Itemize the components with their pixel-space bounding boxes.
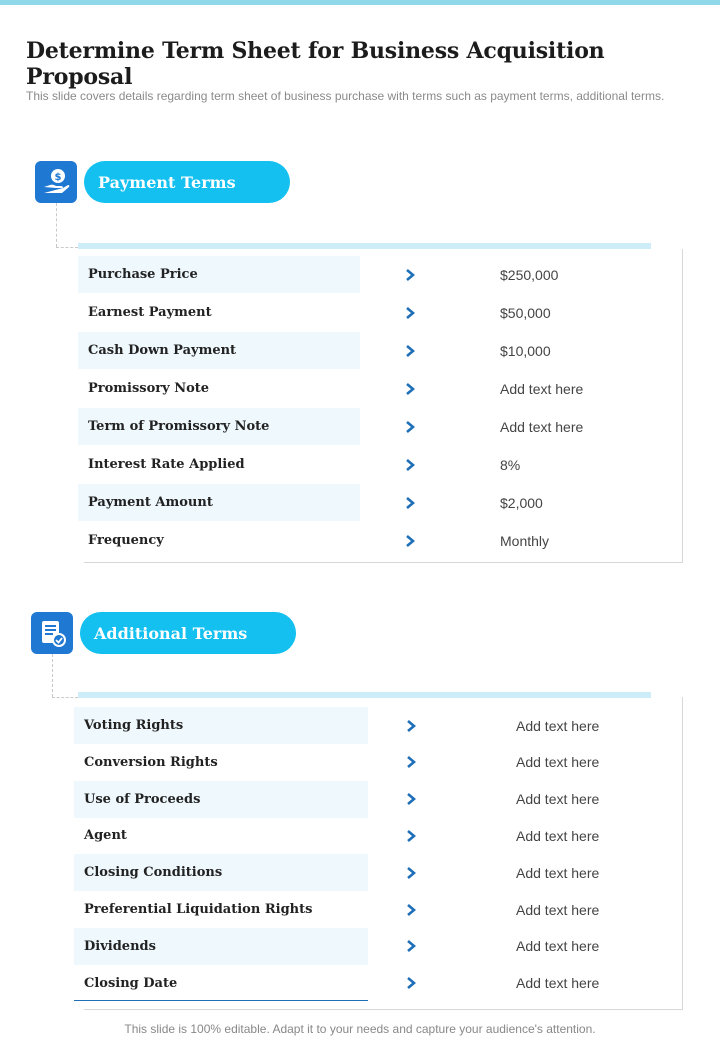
term-value: Monthly bbox=[500, 532, 550, 549]
table-row bbox=[74, 707, 682, 744]
table-row bbox=[78, 484, 682, 521]
term-label: Conversion Rights bbox=[84, 754, 218, 770]
table-row bbox=[78, 294, 682, 331]
term-value: Add text here bbox=[516, 901, 600, 918]
chevron-right-icon bbox=[404, 854, 418, 891]
table-row bbox=[78, 332, 682, 369]
table-row bbox=[74, 891, 682, 928]
table-row bbox=[78, 522, 682, 559]
additional-terms-heading: Additional Terms bbox=[80, 612, 296, 654]
table-row bbox=[74, 817, 682, 854]
chevron-right-icon bbox=[404, 928, 418, 965]
table-row bbox=[74, 928, 682, 965]
chevron-right-icon bbox=[404, 891, 418, 928]
panel-top-bar bbox=[78, 243, 651, 249]
footer-note: This slide is 100% editable. Adapt it to your needs and capture your audience's attention. bbox=[124, 1022, 596, 1036]
document-check-icon bbox=[31, 612, 73, 654]
term-value: $250,000 bbox=[500, 266, 559, 283]
table-row bbox=[78, 446, 682, 483]
panel-top-bar bbox=[78, 692, 651, 698]
table-underline bbox=[74, 1000, 368, 1001]
term-value: Add text here bbox=[500, 380, 584, 397]
chevron-right-icon bbox=[403, 256, 417, 293]
payment-terms-heading: Payment Terms bbox=[84, 161, 290, 203]
term-label: Term of Promissory Note bbox=[78, 408, 360, 445]
term-label: Purchase Price bbox=[78, 256, 360, 293]
term-label: Voting Rights bbox=[74, 707, 368, 744]
term-label: Closing Conditions bbox=[74, 854, 368, 891]
term-value: Add text here bbox=[516, 864, 600, 881]
term-label: Payment Amount bbox=[78, 484, 360, 521]
term-value: $50,000 bbox=[500, 304, 551, 321]
term-value: 8% bbox=[500, 456, 521, 473]
term-label: Agent bbox=[84, 828, 127, 844]
table-row bbox=[74, 854, 682, 891]
term-label: Frequency bbox=[88, 533, 164, 548]
table-row bbox=[78, 370, 682, 407]
term-value: Add text here bbox=[516, 975, 600, 992]
svg-text:$: $ bbox=[54, 172, 62, 183]
table-row bbox=[78, 408, 682, 445]
term-label: Use of Proceeds bbox=[74, 781, 368, 818]
term-value: Add text here bbox=[516, 791, 600, 808]
table-row bbox=[74, 744, 682, 781]
chevron-right-icon bbox=[403, 294, 417, 331]
chevron-right-icon bbox=[403, 332, 417, 369]
term-label: Closing Date bbox=[84, 975, 178, 991]
chevron-right-icon bbox=[404, 965, 418, 1002]
chevron-right-icon bbox=[403, 522, 417, 559]
chevron-right-icon bbox=[404, 781, 418, 818]
term-value: $2,000 bbox=[500, 494, 543, 511]
chevron-right-icon bbox=[404, 744, 418, 781]
term-value: Add text here bbox=[516, 754, 600, 771]
term-label: Preferential Liquidation Rights bbox=[84, 902, 313, 917]
chevron-right-icon bbox=[404, 817, 418, 854]
connector-line bbox=[56, 203, 57, 247]
table-row bbox=[78, 256, 682, 293]
term-label: Promissory Note bbox=[88, 381, 210, 396]
term-value: Add text here bbox=[516, 717, 600, 734]
term-label: Interest Rate Applied bbox=[88, 457, 245, 472]
term-value: Add text here bbox=[516, 827, 600, 844]
chevron-right-icon bbox=[403, 484, 417, 521]
connector-line bbox=[52, 697, 78, 698]
connector-line bbox=[56, 247, 78, 248]
term-value: Add text here bbox=[500, 418, 584, 435]
additional-terms-table bbox=[74, 707, 682, 1002]
chevron-right-icon bbox=[403, 370, 417, 407]
chevron-right-icon bbox=[404, 707, 418, 744]
page-subtitle: This slide covers details regarding term sheet of business purchase with terms such as payment terms, additional terms. bbox=[26, 89, 665, 103]
hand-dollar-icon bbox=[35, 161, 77, 203]
table-row bbox=[74, 781, 682, 818]
payment-terms-table bbox=[78, 256, 682, 560]
table-row bbox=[74, 965, 682, 1002]
chevron-right-icon bbox=[403, 408, 417, 445]
top-accent-bar bbox=[0, 0, 720, 5]
term-label: Cash Down Payment bbox=[78, 332, 360, 369]
term-label: Earnest Payment bbox=[88, 305, 212, 320]
term-label: Dividends bbox=[74, 928, 368, 965]
term-value: $10,000 bbox=[500, 342, 551, 359]
chevron-right-icon bbox=[403, 446, 417, 483]
page-title: Determine Term Sheet for Business Acquisition Proposal bbox=[26, 38, 605, 90]
connector-line bbox=[52, 654, 53, 697]
term-value: Add text here bbox=[516, 938, 600, 955]
